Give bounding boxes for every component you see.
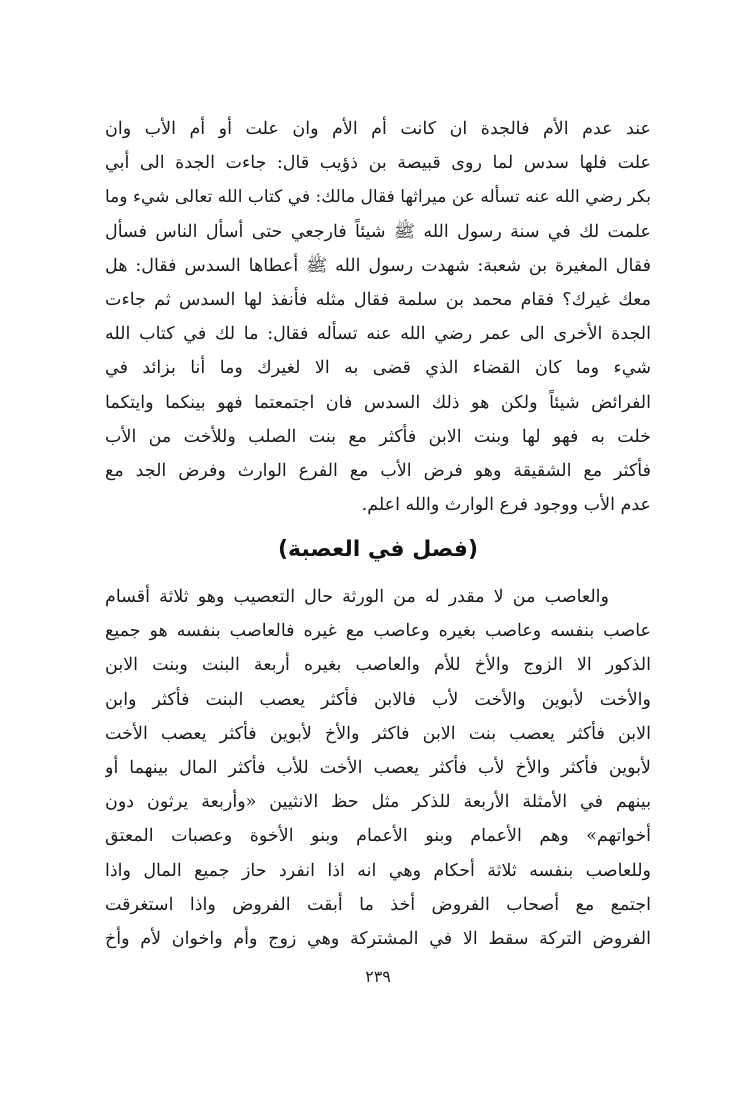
text-line: أخواتهم» وهم الأعمام وبنو الأعمام وبنو الأخوة وعصبات المعتق (105, 826, 651, 847)
text-line: عاصب بنفسه وعاصب بغيره وعاصب مع غيره فالعاصب بنفسه هو جميع (105, 621, 651, 642)
text-line: فأكثر مع الشقيقة وهو فرض الأب مع الفرع الوارث وفرض الجد مع (105, 460, 651, 481)
paragraph-agnates (105, 580, 651, 956)
page-number: ٢٣٩ (365, 967, 391, 986)
text-line: الجدة الأخرى الى عمر رضي الله عنه تسأله فقال: ما لك في كتاب الله (105, 324, 651, 345)
text-line: فقال المغيرة بن شعبة: شهدت رسول الله ﷺ أعطاها السدس فقال: هل (105, 255, 651, 276)
text-line: الذكور الا الزوج والأخ للأم والعاصب بغيره أربعة البنت وبنت الابن (105, 655, 651, 676)
section-heading: (فصل في العصبة) (277, 537, 479, 562)
text-line: علمت لك في سنة رسول الله ﷺ شيئاً فارجعي حتى أسأل الناس فسأل (105, 221, 651, 242)
text-line: علت فلها سدس لما روى قبيصة بن ذؤيب قال: جاءت الجدة الى أبي (105, 153, 651, 174)
text-line: عدم الأب ووجود فرع الوارث والله اعلم. (361, 495, 651, 516)
text-line: بكر رضي الله عنه تسأله عن ميراثها فقال مالك: في كتاب الله تعالى شيء وما (105, 187, 651, 208)
text-line: شيء وما كان القضاء الذي قضى به الا لغيرك وما أنا بزائد في (105, 358, 651, 379)
text-line: لأبوين فأكثر والأخ لأب فأكثر يعصب الأخت للأب فأكثر المال بينهما أو (105, 757, 651, 778)
text-line: عند عدم الأم فالجدة ان كانت أم الأم وان علت أو أم الأب وان (105, 119, 651, 139)
text-line: بينهم في الأمثلة الأربعة للذكر مثل حظ الانثيين «وأربعة يرثون دون (105, 792, 651, 813)
text-line: الفروض التركة سقط الا في المشتركة وهي زوج وأم واخوان لأم وأخ (105, 928, 651, 949)
text-line: معك غيرك؟ فقام محمد بن سلمة فقال مثله فأنفذ لها السدس ثم جاءت (105, 289, 651, 310)
paragraph-grandmother-share (105, 112, 651, 522)
text-line: والعاصب من لا مقدر له من الورثة حال التعصيب وهو ثلاثة أقسام (105, 587, 609, 607)
text-line: اجتمع مع أصحاب الفروض أخذ ما أبقت الفروض واذا استغرقت (105, 894, 651, 915)
text-line: الابن فأكثر يعصب بنت الابن فاكثر والأخ لأبوين فأكثر يعصب الأخت (105, 723, 651, 744)
text-line: خلت به فهو لها وبنت الابن فأكثر مع بنت الصلب وللأخت من الأب (105, 426, 651, 447)
text-line: وللعاصب بنفسه ثلاثة أحكام وهي انه اذا انفرد حاز جميع المال واذا (105, 860, 651, 881)
text-line: الفرائض شيئاً ولكن هو ذلك السدس فان اجتمعتما فهو بينكما وايتكما (105, 392, 651, 413)
text-line: والأخت لأبوين والأخت لأب فالابن فأكثر يعصب البنت فأكثر وابن (105, 689, 651, 710)
